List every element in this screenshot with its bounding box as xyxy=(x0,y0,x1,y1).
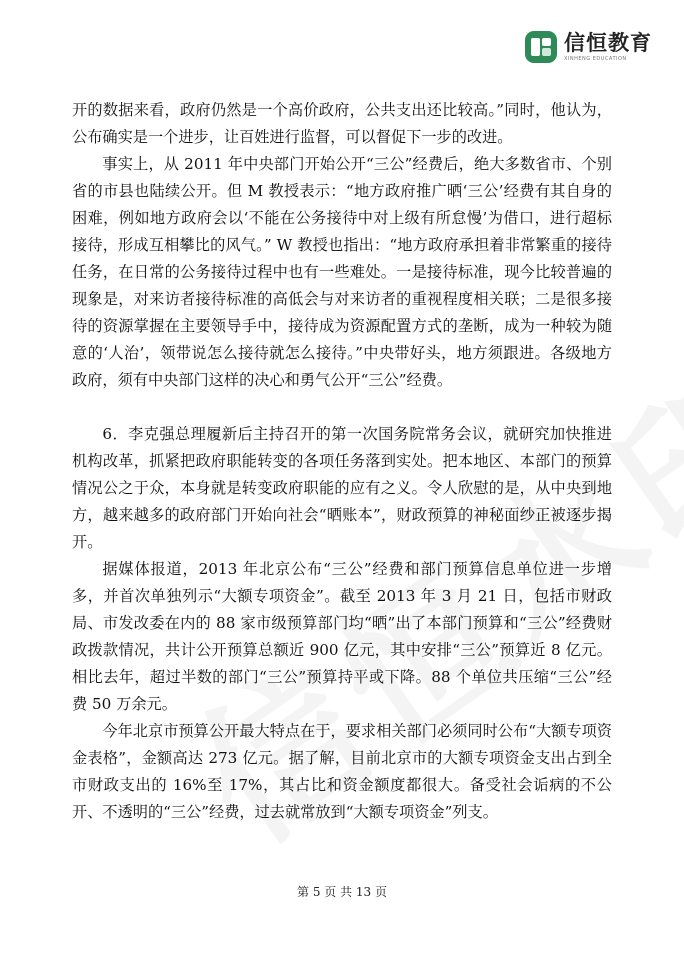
brand-logo xyxy=(524,30,652,64)
brand-name: 信恒教育 xyxy=(564,31,652,55)
logo-mark-icon xyxy=(524,30,558,64)
paragraph: 今年北京市预算公开最大特点在于，要求相关部门必须同时公布“大额专项资金表格”，金额高达 273 亿元。据了解，目前北京市的大额专项资金支出占到全市财政支出的 16%至 17%，其占比和资金额度都很大。备受社会诟病的不公开、不透明的“三公”经费，过去就常放到“大额专项资金”列支。 xyxy=(72,722,612,821)
document-body xyxy=(72,97,612,826)
paragraph: 事实上，从 2011 年中央部门开始公开“三公”经费后，绝大多数省市、个别省的市县也陆续公开。但 M 教授表示：“地方政府推广晒‘三公’经费有其自身的困难，例如地方政府会以‘不能在公务接待中对上级有所怠慢’为借口，进行超标接待，形成互相攀比的风气。” W 教授也指出：“地方政府承担着非常繁重的接待任务，在日常的公务接待过程中也有一些难处。一是接待标准，现今比较普遍的现象是，对来访者接待标准的高低会与对来访者的重视程度相关联；二是很多接待的资源掌握在主要领导手中，接待成为资源配置方式的垄断，成为一种较为随意的‘人治’，领带说怎么接待就怎么接待。”中央带好头，地方须跟进。各级地方政府，须有中央部门这样的决心和勇气公开“三公”经费。 xyxy=(72,155,612,389)
brand-subtitle: XINHENG EDUCATION xyxy=(564,56,627,62)
paragraph-gap xyxy=(72,394,612,421)
paragraph-item-6: 6．李克强总理履新后主持召开的第一次国务院常务会议，就研究加快推进机构改革，抓紧把政府职能转变的各项任务落到实处。把本地区、本部门的预算情况公之于众，本身就是转变政府职能的应有之义。令人欣慰的是，从中央到地方，越来越多的政府部门开始向社会“晒账本”，财政预算的神秘面纱正被逐步揭开。 xyxy=(72,425,612,551)
page-number: 第 5 页 共 13 页 xyxy=(297,885,387,899)
paragraph-continuation: 开的数据来看，政府仍然是一个高价政府，公共支出还比较高。”同时，他认为，公布确实是一个进步，让百姓进行监督，可以督促下一步的改进。 xyxy=(72,101,612,146)
paragraph: 据媒体报道，2013 年北京公布“三公”经费和部门预算信息单位进一步增多，并首次单独列示“大额专项资金”。截至 2013 年 3 月 21 日，包括市财政局、市发改委在内的 88 家市级预算部门均“晒”出了本部门预算和“三公”经费财政拨款情况，共计公开预算总额近 900 亿元，其中安排“三公”预算近 8 亿元。相比去年，超过半数的部门“三公”预算持平或下降。88 个单位共压缩“三公”经费 50 万余元。 xyxy=(72,560,612,713)
brand-text-group xyxy=(564,32,652,62)
